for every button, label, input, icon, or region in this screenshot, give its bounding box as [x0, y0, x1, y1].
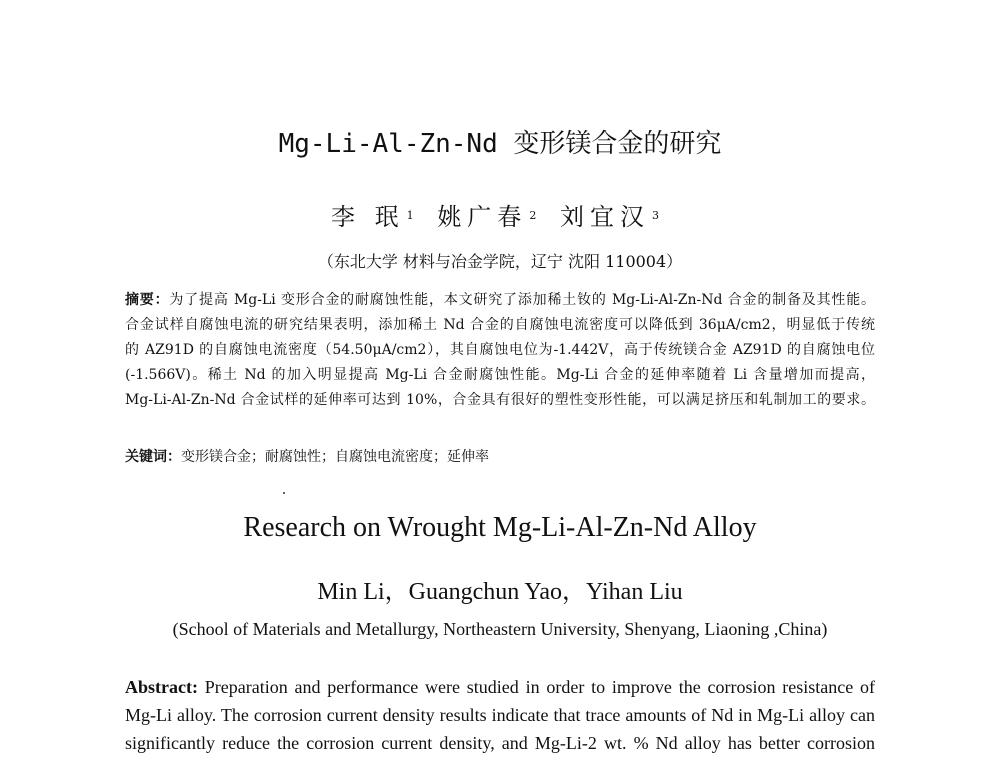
abstract-line: significantly reduce the corrosion current density, and Mg-Li-2 wt. % Nd alloy has better corrosion: [125, 733, 875, 753]
abstract-line: Mg-Li alloy. The corrosion current density results indicate that trace amounts of Nd in Mg-Li alloy can: [125, 705, 875, 725]
abstract-line: (-1.566V)。稀土 Nd 的加入明显提高 Mg-Li 合金耐腐蚀性能。Mg-Li 合金的延伸率随着 Li 含量增加而提高，: [125, 367, 875, 383]
keywords-text: 变形镁合金；耐腐蚀性；自腐蚀电流密度；延伸率: [181, 449, 489, 465]
abstract-line: 的 AZ91D 的自腐蚀电流密度（54.50μA/cm2），其自腐蚀电位为-1.442V，高于传统镁合金 AZ91D 的自腐蚀电位: [125, 342, 875, 358]
abstract-line: 合金试样自腐蚀电流的研究结果表明，添加稀土 Nd 合金的自腐蚀电流密度可以降低到 36μA/cm2，明显低于传统: [125, 317, 875, 333]
affiliation-mark: 3: [651, 209, 659, 222]
scan-speck: [283, 492, 285, 494]
author-name: 姚广春: [437, 203, 528, 231]
abstract-label: Abstract:: [125, 677, 198, 697]
abstract-line: Abstract: Preparation and performance were studied in order to improve the corrosion resistance of: [125, 677, 875, 697]
author-name: 刘宜汉: [559, 203, 650, 231]
abstract-line: 摘要：为了提高 Mg-Li 变形合金的耐腐蚀性能，本文研究了添加稀土钕的 Mg-Li-Al-Zn-Nd 合金的制备及其性能。: [125, 292, 876, 308]
english-affiliation: (School of Materials and Metallurgy, Northeastern University, Shenyang, Liaoning ,China): [172, 619, 828, 639]
keywords-label: 关键词：: [125, 449, 181, 465]
chinese-title: Mg-Li-Al-Zn-Nd 变形镁合金的研究: [278, 129, 722, 159]
chinese-abstract: [125, 288, 875, 413]
english-title: Research on Wrought Mg-Li-Al-Zn-Nd Alloy: [243, 512, 757, 543]
affiliation-mark: 1: [406, 209, 414, 222]
english-abstract: [125, 673, 875, 757]
chinese-authors: [0, 197, 1000, 232]
chinese-keywords: [125, 446, 489, 466]
abstract-line: Mg-Li-Al-Zn-Nd 合金试样的延伸率可达到 10%，合金具有很好的塑性变形性能，可以满足挤压和轧制加工的要求。: [125, 392, 875, 408]
affiliation-mark: 2: [529, 209, 537, 222]
abstract-label: 摘要：: [125, 292, 170, 308]
english-authors: Min Li，Guangchun Yao，Yihan Liu: [317, 579, 683, 605]
chinese-affiliation: （东北大学 材料与冶金学院，辽宁 沈阳 110004）: [317, 252, 683, 271]
author-name: 李 珉: [331, 203, 405, 231]
